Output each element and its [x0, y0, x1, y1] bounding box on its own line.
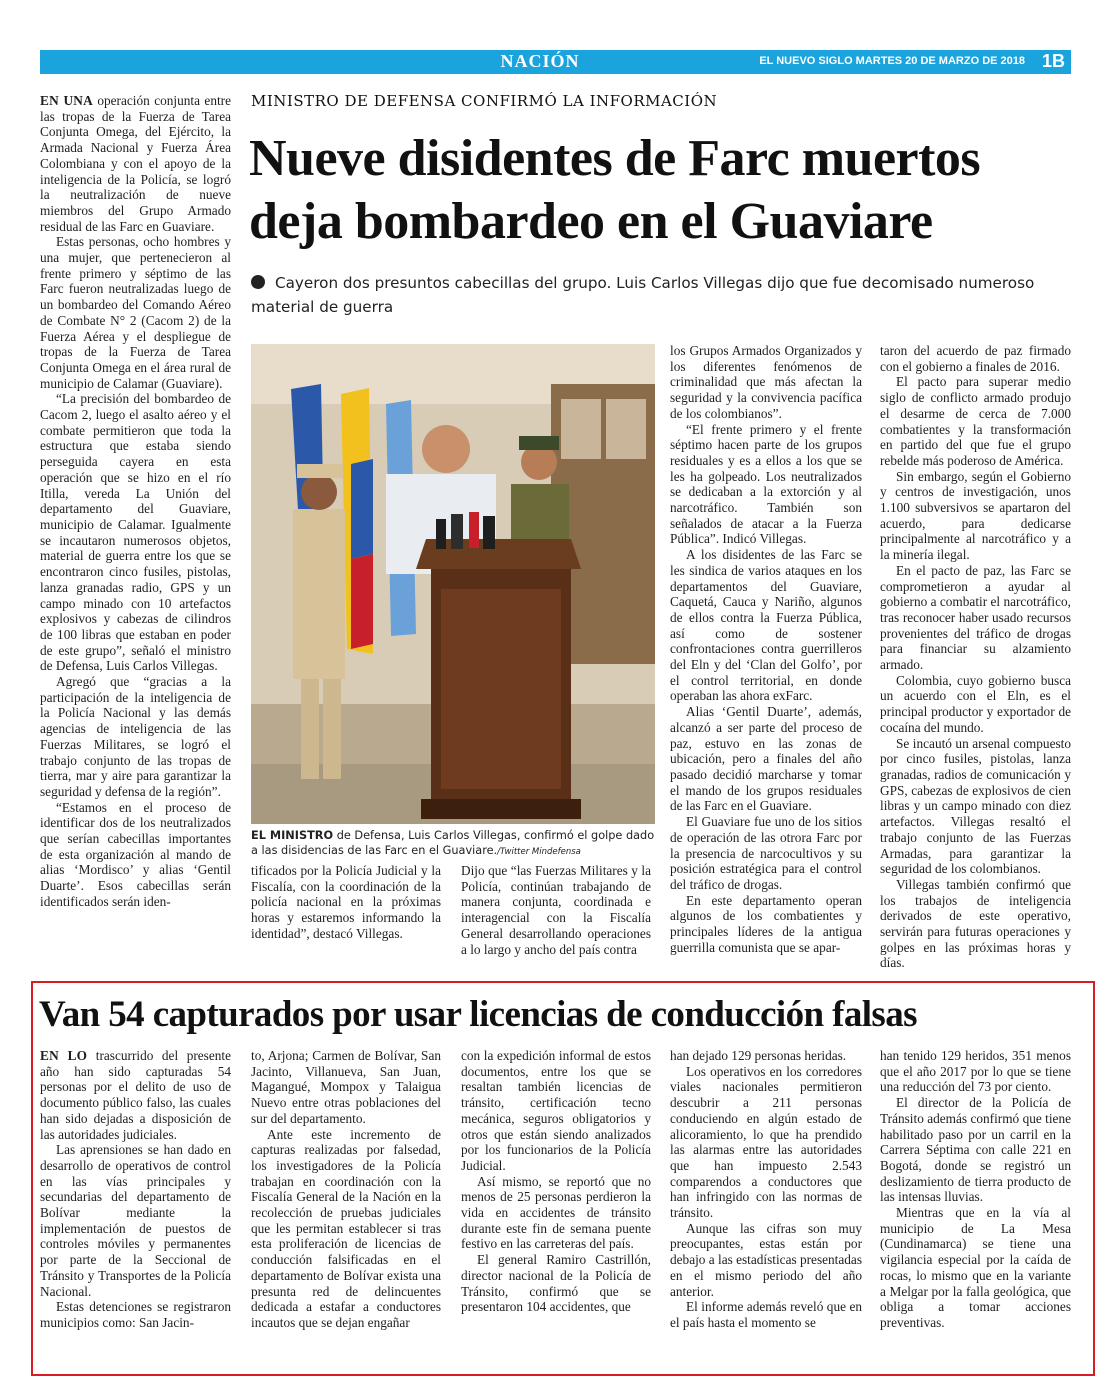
paragraph [40, 1048, 231, 1142]
paragraph-text: Ante este incremento de capturas realizadas por falsedad, los investigadores de la Policía trabajan en coordinación con la Fiscalía General de la Nación en la recolección de pruebas judiciales que les permitan establecer si tras esta proliferación de licencias de conducción falsificadas en el departamento de Bolívar exista una presunta red de delincuentes dedicada a estafar a conductores incautos que se dejan engañar [251, 1126, 441, 1330]
article1-column-2 [251, 863, 441, 963]
paragraph [880, 343, 1071, 374]
paragraph [880, 1048, 1071, 1095]
paragraph-text: Sin embargo, según el Gobierno y centros de investigación, unos 1.100 subversivos se apartaron del acuerdo, para dedicarse principalmente al narcotráfico y a la minería ilegal. [880, 468, 1071, 563]
dateline: EL NUEVO SIGLO MARTES 20 DE MARZO DE 2018 [759, 55, 1025, 67]
photo-credit: /Twitter Mindefensa [497, 847, 581, 857]
article2-column-5 [880, 1048, 1071, 1368]
paragraph-text: “Estamos en el proceso de identificar dos de los neutralizados que serían cabecillas importantes de esta organización al mando de alias ‘Mordisco’ y alias ‘Gentil Duarte’. Esos cabecillas serán identificados serán iden- [40, 799, 231, 909]
paragraph [40, 93, 231, 234]
paragraph [40, 674, 231, 800]
paragraph-text: Se incautó un arsenal compuesto por cinco fusiles, pistolas, lanza granadas, radios de comunicación y GPS, cabezas de explosivos de cien libras y un campo minado con diez artefactos. Villegas resaltó el trabajo conjunto de las Fuerzas Armadas, para garantizar la seguridad de los colombianos. [880, 735, 1071, 877]
article1-column-3 [461, 863, 651, 963]
paragraph [670, 547, 862, 704]
paragraph-text: Estas personas, ocho hombres y una mujer, que pertenecieron al frente primero y séptimo de las Farc fueron neutralizadas luego de un bombardeo del Comando Aéreo de Combate N° 2 (Cacom 2) de la Fuerza Aérea y el despliegue de tropas de la Fuerza de Tarea Conjunta Omega en el área rural de municipio de Calamar (Guaviare). [40, 234, 231, 391]
article2-column-3 [461, 1048, 651, 1368]
paragraph-text: Aunque las cifras son muy preocupantes, estas están por debajo a las estadísticas presentadas en el mismo periodo del año anterior. [670, 1220, 862, 1299]
paragraph-text: Colombia, cuyo gobierno busca un acuerdo con el Eln, es el principal productor y exportador de cocaína del mundo. [880, 672, 1071, 735]
paragraph [880, 736, 1071, 877]
paragraph [670, 422, 862, 548]
paragraph-text: Las aprensiones se han dado en desarrollo de operativos de control en las vías principales y secundarias del departamento de Bolívar mediante la implementación de puestos de controles móviles y permanentes por parte de la Seccional de Tránsito y Transportes de la Policía Nacional. [40, 1142, 231, 1299]
paragraph [880, 877, 1071, 971]
paragraph-text: A los disidentes de las Farc se les sindica de varios ataques en los departamentos del Guaviare, Caquetá, Cauca y Nariño, algunos de ellos contra la Fuerza Pública, así como de sostener confrontaciones contra guerrilleros del Eln y del ‘Clan del Golfo’, por el control territorial, en donde operaban las ahora exFarc. [670, 547, 862, 704]
press-conference-photo [251, 344, 655, 824]
section-name: NACIÓN [500, 51, 580, 71]
paragraph-text: Así mismo, se reportó que no menos de 25 personas perdieron la vida en accidentes de tránsito durante este fin de semana puente festivo en las carreteras del país. [461, 1173, 651, 1252]
article-kicker: MINISTRO DE DEFENSA CONFIRMÓ LA INFORMACIÓN [251, 92, 718, 110]
paragraph-text: “La precisión del bombardeo de Cacom 2, luego el asalto aéreo y el combate permitieron que toda la estructura que estaba siendo perseguida cayera en esta operación que se hizo en el río Itilla, vereda La Unión del departamento del Guaviare, municipio de Calamar. Igualmente se incautaron numerosos objetos, material de guerra entre los que se encontraron cinco fusiles, pistolas, lanza granadas radio, GPS y un campo minado con 10 artefactos explosivos y cabezas de cilindros de 100 libras que estaban en poder de este grupo”, señaló el ministro de Defensa, Luis Carlos Villegas. [40, 391, 231, 674]
paragraph-text: operación conjunta entre las tropas de la Fuerza de Tarea Conjunta Omega, del Ejército, la Armada Nacional y Fuerza Área Colombiana y con el apoyo de la inteligencia de la Policía, se logró la neutralización de nueve miembros del Grupo Armado residual de las Farc en Guaviare. [40, 93, 231, 234]
paragraph [40, 1299, 231, 1330]
paragraph [251, 1127, 441, 1331]
article2-headline: Van 54 capturados por usar licencias de conducción falsas [39, 994, 917, 1035]
article1-column-1 [40, 93, 231, 963]
paragraph [880, 1095, 1071, 1205]
paragraph-text: tificados por la Policía Judicial y la Fiscalía, con la coordinación de la policía nacional en la próximas horas y estaremos informando la identidad”, destacó Villegas. [251, 863, 441, 941]
paragraph [461, 863, 651, 957]
paragraph [40, 1142, 231, 1299]
paragraph [461, 1174, 651, 1253]
page-number: 1B [1041, 51, 1065, 71]
paragraph [40, 800, 231, 910]
paragraph [670, 1064, 862, 1221]
caption-text: de Defensa, Luis Carlos Villegas, confirmó el golpe dado a las disidencias de las Farc en el Guaviare. [251, 829, 655, 857]
paragraph-text: El Guaviare fue uno de los sitios de operación de las otrora Farc por la presencia de narcocultivos y su posición estratégica para el control del tráfico de drogas. [670, 814, 862, 892]
article1-column-4 [670, 343, 862, 963]
paragraph [880, 563, 1071, 673]
paragraph [461, 1048, 651, 1174]
lead-in: EN UNA [40, 93, 93, 108]
paragraph [880, 374, 1071, 468]
caption-lead: EL MINISTRO [251, 829, 334, 842]
subhead-text: Cayeron dos presuntos cabecillas del grupo. Luis Carlos Villegas dijo que fue decomisado numeroso material de guerra [251, 274, 1035, 316]
paragraph-text: En el pacto de paz, las Farc se comprometieron a ayudar al gobierno a combatir el narcotráfico, tras reconocer haber usado recursos provenientes del tráfico de drogas para financiar su alzamiento armado. [880, 562, 1071, 673]
paragraph-text: El director de la Policía de Tránsito además confirmó que tiene habilitado paso por un carril en la Carrera Séptima con calle 221 en Bogotá, donde se registró un deslizamiento de tierra producto de las intensas lluvias. [880, 1095, 1071, 1205]
paragraph-text: Alias ‘Gentil Duarte’, además, alcanzó a ser parte del proceso de paz, estuvo en las zonas de ubicación, pero a finales del año pasado decidió marcharse y tomar el mando de los grupos residuales de las Farc en el Guaviare. [670, 704, 862, 814]
paragraph-text: En este departamento operan algunos de los combatientes y principales líderes de la antigua guerrilla comunista que se apar- [670, 892, 862, 955]
article2-column-4 [670, 1048, 862, 1368]
paragraph [880, 673, 1071, 736]
paragraph-text: han tenido 129 heridos, 351 menos que el año 2017 por lo que se tiene una reducción del 73 por ciento. [880, 1048, 1071, 1095]
paragraph [670, 814, 862, 893]
article2-column-2 [251, 1048, 441, 1368]
article-subhead [251, 271, 1061, 319]
paragraph-text: Estas detenciones se registraron municipios como: San Jacin- [40, 1299, 231, 1330]
paragraph-text: han dejado 129 personas heridas. [670, 1048, 847, 1063]
paragraph [461, 1252, 651, 1315]
bullet-icon [251, 275, 265, 289]
paragraph-text: El informe además reveló que en el país hasta el momento se [670, 1299, 862, 1330]
paragraph-text: trascurrido del presente año han sido capturadas 54 personas por el delito de uso de documento público falso, las cuales han sido dejadas a disposición de las autoridades judiciales. [40, 1048, 231, 1142]
paragraph-text: Villegas también confirmó que los trabajos de inteligencia derivados de este operativo, servirán para futuras operaciones y golpes en las próximas horas y días. [880, 876, 1071, 971]
paragraph [880, 1205, 1071, 1331]
paragraph-text: Agregó que “gracias a la participación de la inteligencia de la Policía Nacional y las demás agencias de inteligencia de las Fuerzas Militares, se logró el trabajo conjunto de las tropas de tierra, mar y aire para garantizar la seguridad y defensa de la región”. [40, 674, 231, 799]
paragraph-text: El pacto para superar medio siglo de conflicto armado produjo el desarme de cerca de 7.000 combatientes y la transformación en partido del que fue el grupo rebelde más poderoso de América. [880, 374, 1071, 468]
paragraph [670, 343, 862, 422]
paragraph [40, 391, 231, 674]
paragraph [880, 469, 1071, 563]
paragraph [251, 863, 441, 942]
paragraph [670, 1221, 862, 1300]
paragraph-text: El general Ramiro Castrillón, director nacional de la Policía de Tránsito, confirmó que se presentaron 104 accidentes, que [461, 1252, 651, 1315]
paragraph [670, 1048, 862, 1064]
paragraph-text: Mientras que en la vía al municipio de La Mesa (Cundinamarca) se tiene una vigilancia especial por la caída de rocas, lo mismo que en la variante a Melgar por la falla geológica, que obliga a tomar acciones preventivas. [880, 1205, 1071, 1330]
article2-column-1 [40, 1048, 231, 1368]
paragraph [670, 704, 862, 814]
paragraph [251, 1048, 441, 1127]
article-headline: Nueve disidentes de Farc muertos deja bombardeo en el Guaviare [249, 130, 981, 250]
paragraph [670, 893, 862, 956]
paragraph-text: con la expedición informal de estos documentos, entre los que se resaltan también licencias de tránsito, certificación tecno mecánica, seguros obligatorios y otros que están siendo analizados por los funcionarios de la Policía Judicial. [461, 1048, 651, 1173]
paragraph [40, 234, 231, 391]
paragraph-text: taron del acuerdo de paz firmado con el gobierno a finales de 2016. [880, 343, 1071, 374]
photo-caption [251, 828, 655, 860]
paragraph [670, 1299, 862, 1330]
paragraph-text: los Grupos Armados Organizados y los diferentes fenómenos de criminalidad que más afectan la seguridad y la convivencia pacífica de los colombianos”. [670, 343, 862, 421]
paragraph-text: “El frente primero y el frente séptimo hacen parte de los grupos residuales y es a ellos a los que se les ha golpeado. Los neutralizados se dedicaban a la extorción y al narcotráfico. También son señalados de atacar a la Fuerza Pública”. Indicó Villegas. [670, 421, 862, 547]
paragraph-text: Dijo que “las Fuerzas Militares y la Policía, continúan trabajando de manera conjunta, coordinada e interagencial con la Fiscalía General desarrollando operaciones a lo largo y ancho del país contra [461, 863, 651, 957]
lead-in: EN LO [40, 1048, 88, 1063]
paragraph-text: to, Arjona; Carmen de Bolívar, San Jacinto, Villanueva, San Juan, Magangué, Mompox y Talaigua Nuevo entre otras poblaciones del sur del departamento. [251, 1048, 441, 1126]
article1-column-5 [880, 343, 1071, 971]
paragraph-text: Los operativos en los corredores viales nacionales permitieron descubrir a 211 personas conduciendo en algún estado de alicoramiento, lo que ha prendido las alarmas entre las autoridades que han impuesto 2.543 comparendos a conductores que han infringido con las normas de tránsito. [670, 1063, 862, 1221]
section-banner [40, 50, 1071, 74]
